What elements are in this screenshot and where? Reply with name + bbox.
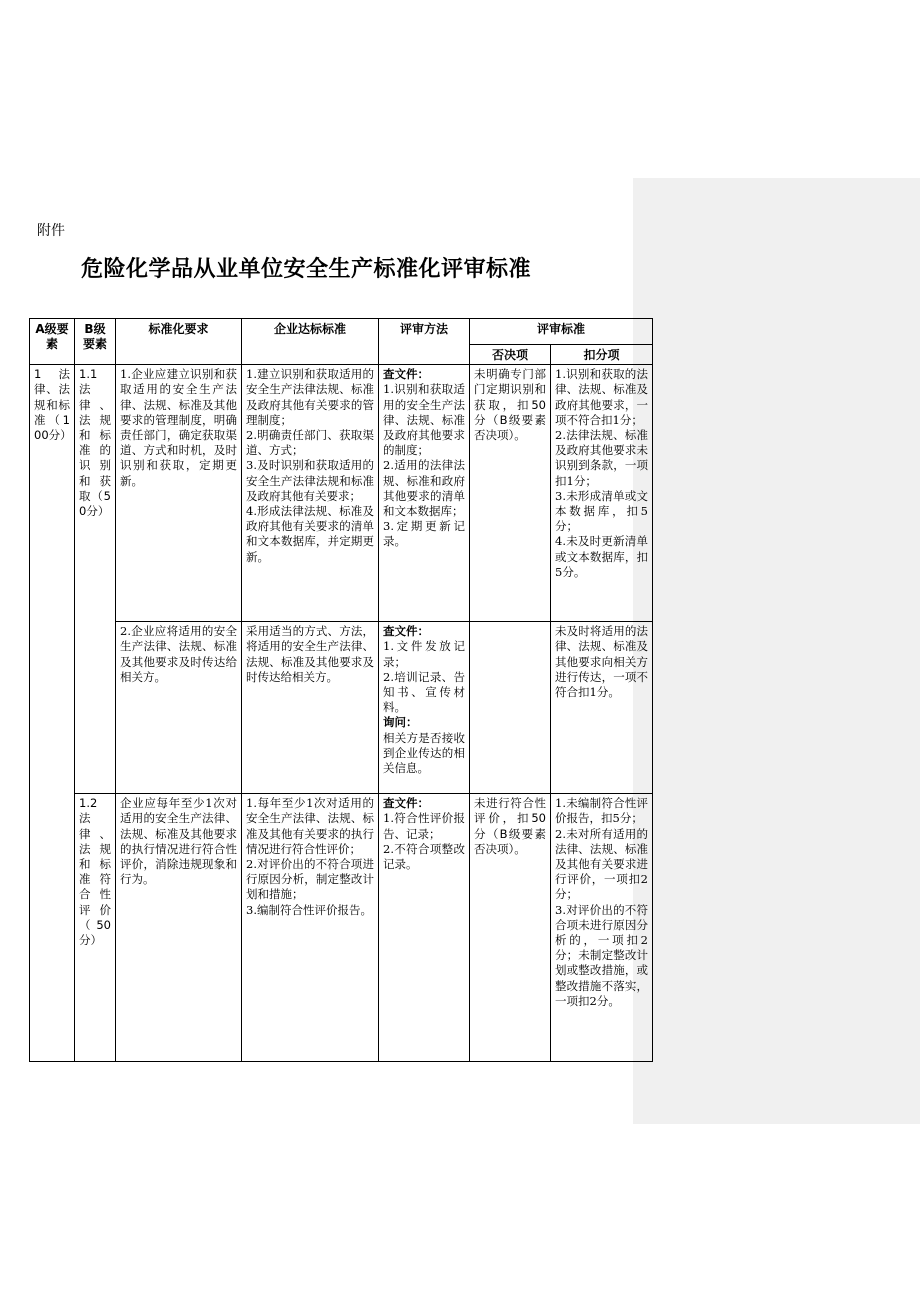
veto-cell [470, 622, 551, 794]
comment-pane [633, 178, 920, 1124]
deduction-item: 2.未对所有适用的法律、法规、标准及其他有关要求进行评价，一项扣2分； [555, 826, 649, 902]
standard-item: 2.明确责任部门、获取渠道、方式； [246, 428, 374, 458]
method-item: 2.适用的法律法规、标准和政府其他要求的清单和文本数据库； [383, 458, 465, 519]
standard-item: 1.每年至少1次对适用的安全生产法律、法规、标准及其他有关要求的执行情况进行符合性评价； [246, 796, 374, 856]
table-row [30, 794, 653, 1062]
table-row [30, 365, 653, 622]
header-enterprise-standard: 企业达标标准 [242, 319, 379, 365]
deduction-cell [551, 794, 653, 1062]
method-item: 1.识别和获取适用的安全生产法律、法规、标准及政府其他要求的制度； [383, 382, 465, 458]
standard-item: 3.编制符合性评价报告。 [246, 902, 372, 917]
method-item: 2.不符合项整改记录。 [383, 841, 465, 872]
standard-item: 3.及时识别和获取适用的安全生产法律法规和标准及政府其他有关要求； [246, 458, 374, 503]
method-label-inquiry: 询问： [383, 715, 418, 730]
method-item: 2.培训记录、告知书、宣传材料。 [383, 669, 465, 715]
header-veto: 否决项 [470, 345, 551, 365]
method-item: 1.符合性评价报告、记录； [383, 811, 465, 841]
method-item: 3.定期更新记录。 [383, 519, 465, 549]
b-element-cell: 1.2 法律、法规和标准符合性评价（50分） [75, 794, 116, 1062]
deduction-item: 3.未形成清单或文本数据库，扣5分； [555, 488, 649, 534]
header-method: 评审方法 [379, 319, 470, 365]
standards-table [29, 318, 653, 1062]
method-item: 相关方是否接收到企业传达的相关信息。 [383, 730, 465, 776]
header-criteria: 评审标准 [470, 319, 653, 345]
deduction-item: 4.未及时更新清单或文本数据库，扣5分。 [555, 534, 649, 579]
standard-item: 采用适当的方式、方法，将适用的安全生产法律、法规、标准及其他要求及时传达给相关方。 [246, 624, 374, 684]
method-label: 查文件： [383, 624, 429, 639]
standard-item: 2.对评价出的不符合项进行原因分析，制定整改计划和措施； [246, 857, 374, 902]
standard-cell [242, 622, 379, 794]
veto-cell: 未明确专门部门定期识别和获取，扣50分（B级要素否决项）。 [470, 365, 551, 622]
header-a-level: A级要素 [30, 319, 75, 365]
standard-cell [242, 365, 379, 622]
header-requirement: 标准化要求 [116, 319, 242, 365]
requirement-cell: 1.企业应建立识别和获取适用的安全生产法律、法规、标准及其他要求的管理制度，明确责任部门，确定获取渠道、方式和时机，及时识别和获取，定期更新。 [116, 365, 242, 622]
b-element-cell: 1.1 法律、法规和标准的识别和获取（50分） [75, 365, 116, 794]
deduction-item: 3.对评价出的不符合项未进行原因分析的，一项扣2分；未制定整改计划或整改措施，或整改措施不落实，一项扣2分。 [555, 902, 649, 1008]
method-item: 1.文件发放记录； [383, 639, 465, 669]
method-cell [379, 622, 470, 794]
deduction-cell [551, 365, 653, 622]
requirement-cell: 企业应每年至少1次对适用的安全生产法律、法规、标准及其他要求的执行情况进行符合性评价，消除违规现象和行为。 [116, 794, 242, 1062]
deduction-item: 2.法律法规、标准及政府其他要求未识别到条款，一项扣1分； [555, 428, 649, 488]
requirement-cell: 2.企业应将适用的安全生产法律、法规、标准及其他要求及时传达给相关方。 [116, 622, 242, 794]
standard-cell [242, 794, 379, 1062]
deduction-item: 1.未编制符合性评价报告，扣5分； [555, 796, 649, 826]
method-cell [379, 365, 470, 622]
a-element-cell: 1 法律、法规和标准（100分） [30, 365, 75, 1062]
table-row [30, 622, 653, 794]
method-label: 查文件： [383, 796, 429, 811]
method-cell [379, 794, 470, 1062]
deduction-cell [551, 622, 653, 794]
deduction-item: 1.识别和获取的法律、法规、标准及政府其他要求，一项不符合扣1分； [555, 367, 649, 427]
method-label: 查文件： [383, 367, 429, 382]
standard-item: 4.形成法律法规、标准及政府其他有关要求的清单和文本数据库，并定期更新。 [246, 504, 374, 564]
attachment-label: 附件 [37, 223, 65, 239]
header-b-level: B级要素 [75, 319, 116, 365]
veto-cell: 未进行符合性评价，扣50分（B级要素否决项）。 [470, 794, 551, 1062]
standard-item: 1.建立识别和获取适用的安全生产法律法规、标准及政府其他有关要求的管理制度； [246, 367, 374, 427]
header-deduction: 扣分项 [551, 345, 653, 365]
deduction-item: 未及时将适用的法律、法规、标准及其他要求向相关方进行传达，一项不符合扣1分。 [555, 624, 649, 700]
document-title: 危险化学品从业单位安全生产标准化评审标准 [81, 257, 532, 282]
